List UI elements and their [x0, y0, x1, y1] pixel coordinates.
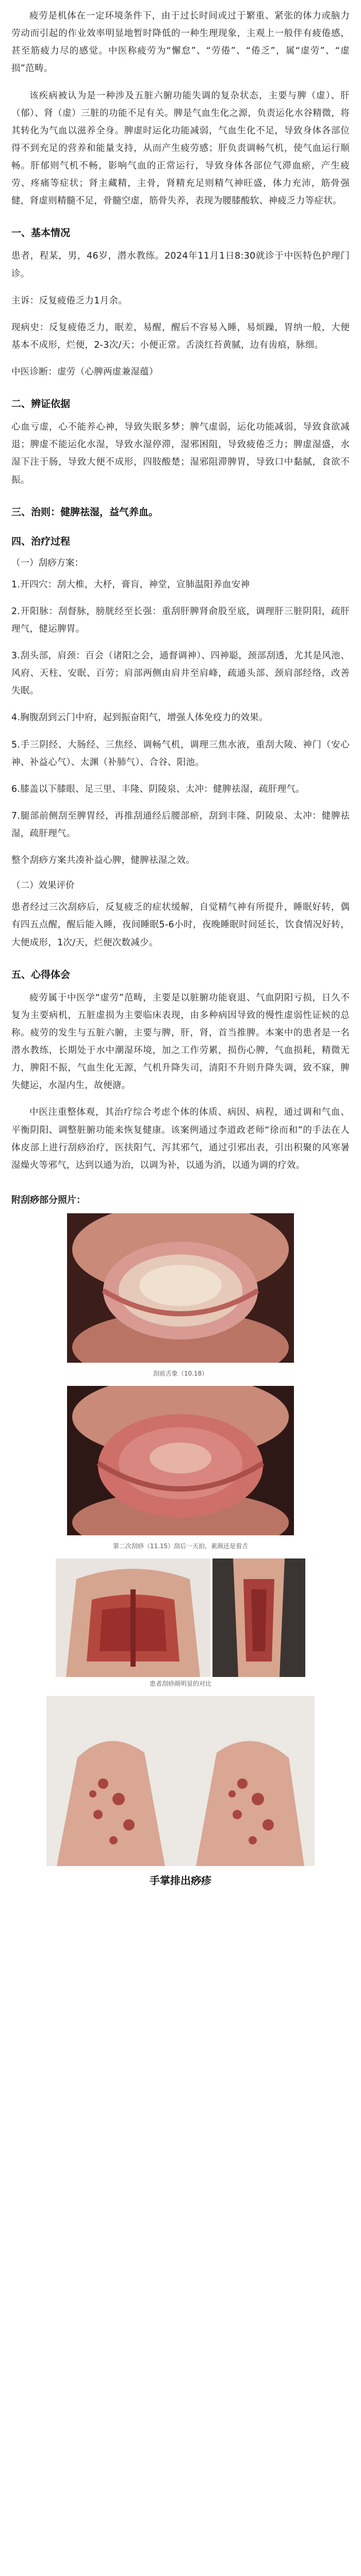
section-basic-title: 一、基本情况 [11, 227, 71, 239]
effect-eval-paragraph: 患者经过三次刮痧后，反复疲乏的症状缓解，自觉精气神有所提升，睡眠好转，偶有四五点醒，醒后能入睡，夜间睡眠5-6小时，夜晚睡眠时间延长，饮食情况好转，大便成形，1次/天，烂便次数减少。 [11, 902, 350, 948]
back-caption: 患者刮痧颜明显的对比 [149, 1680, 211, 1687]
scraping-plan-title: （一）刮痧方案： [11, 557, 84, 568]
plan-item-7: 7.腿部前侧刮至脾胃经，再推刮通经后腰部瘀，刮到丰隆、阴陵泉、太冲：健脾祛湿，疏肝理气。 [11, 810, 350, 839]
arm-image [212, 1558, 305, 1677]
back-photo-row [11, 1558, 350, 1677]
tongue-image [67, 1213, 294, 1363]
intro-paragraph-2: 该疾病被认为是一种涉及五脏六腑功能失调的复杂状态，主要与脾（虚）、肝（郁）、肾（虚）三脏的功能不足有关。脾是气血生化之源，负责运化水谷精微，将其转化为气血以滋养全身。脾虚时运化功能减弱，气血生化不足，导致身体各部位得不到充足的营养和能量支持，从而产生疲劳感；肝负责调畅气机，使气血运行顺畅。肝郁则气机不畅，影响气血的正常运行，导致身体各部位气滞血瘀，产生疲劳、疼痛等症状；肾主藏精，主骨，肾精充足则精气神旺盛，体力充沛，筋骨强健，肾虚则精髓不足，骨髓空虚，筋骨失养，表现为腰膝酸软、神疲乏力等症状。 [11, 90, 350, 207]
patient-info: 患者，程某，男，46岁，潜水教练。2024年11月1日8:30就诊于中医特色护理门诊。 [11, 251, 350, 279]
section-reflect-title: 五、心得体会 [11, 969, 71, 980]
plan-item-6: 6.膝盖以下膝眼、足三里、丰隆、阴陵泉、太冲：健脾祛湿，疏肝理气。 [11, 784, 305, 794]
tongue-photo-before [67, 1213, 294, 1363]
plan-item-1: 1.开四穴：刮大椎，大杼，膏肓，神堂，宣肺温阳养血安神 [11, 579, 250, 590]
back-photo [56, 1558, 210, 1677]
hands-caption: 手掌排出痧疹 [150, 1874, 211, 1887]
hands-photo [46, 1696, 315, 1866]
plan-item-5: 5.手三阴经、大肠经、三焦经、调畅气机，调理三焦水液，重刮大陵、神门（安心神、补益心气）、太渊（补肺气）、合谷、阳池。 [11, 739, 350, 768]
chief-complaint: 主诉：反复疲倦乏力1月余。 [11, 295, 128, 306]
tongue-image-2 [67, 1386, 294, 1535]
back-image [56, 1558, 210, 1677]
tongue-photo-after [67, 1386, 294, 1535]
intro-paragraph-1: 疲劳是机体在一定环境条件下，由于过长时间或过于繁重、紧张的体力或脑力劳动而引起的作业效率明显地暂时降低的一种生理现象，主观上一般伴有疲倦感，甚至筋疲力尽的感觉。中医称疲劳为“懈怠”、“劳倦”、“倦乏”，属“虚劳”、“虚损”范畴。 [11, 11, 350, 74]
reflect-paragraph-1: 疲劳属于中医学“虚劳”范畴，主要是以脏腑功能衰退、气血阴阳亏损，日久不复为主要病机，五脏虚损为主要临床表现，由多种病因导致的慢性虚弱性证候的总称。疲劳的发生与五脏六腑，主要与脾，肝，肾，首当推脾。本案中的患者是一名潜水教练，长期处于水中潮湿环境，加之工作劳累，损伤心脾，气血损耗，精微无力，脾阳不振，气血生化无源，气机升降失司，清阳不升则升降失调，致不寐，脾失健运，水湿内生，故便溏。 [11, 992, 350, 1091]
plan-item-3: 3.刮头部，肩颈：百会（诸阳之会，通督调神）、四神聪，颈部刮透，尤其是风池、风府、天柱、安眠、百劳；肩部两侧由肩井至肩峰，疏通头部、颈肩部经络，改善失眠。 [11, 651, 350, 697]
tcm-diagnosis: 中医诊断：虚劳（心脾两虚兼湿蕴） [11, 367, 158, 377]
plan-item-4: 4.胸腹刮到云门中府，起到振奋阳气，增强人体免疫力的效果。 [11, 713, 268, 723]
tongue-before-caption: 刮前舌象（10.18） [153, 1369, 208, 1377]
section-dx-title: 二、辨证依据 [11, 398, 71, 410]
arm-photo [212, 1558, 305, 1677]
effect-eval-title: （二）效果评价 [11, 880, 75, 891]
plan-item-2: 2.开阳脉：刮督脉，膀胱经至长强：重刮肝脾肾俞股至底，调理肝三脏阴阳，疏肝理气，健运脾胃。 [11, 606, 350, 634]
photos-title: 附刮痧部分照片： [11, 1194, 86, 1206]
plan-summary: 整个刮痧方案共凑补益心脾，健脾祛湿之效。 [11, 855, 195, 866]
reflect-paragraph-2: 中医注重整体观，其治疗综合考虑个体的体质、病因、病程，通过调和气血、平衡阴阳、调整脏腑功能来恢复健康。该案例通过李道政老师“徐而和”的手法在人体皮部上进行刮痧治疗，医扶阳气、泻其邪气，通过引邪出表，引出积聚的风寒暑湿燥火等邪气，达到以通为治，以调为补，以通为消，以通为调的疗效。 [11, 1107, 350, 1171]
hands-image [46, 1696, 315, 1866]
tongue-after-caption: 第二次刮痧（11.15）刮后一天拍，素颜还是看舌 [112, 1542, 249, 1550]
section-process-title: 四、治疗过程 [11, 535, 71, 547]
present-illness: 现病史：反复疲倦乏力，眠差，易醒，醒后不容易入睡，易烦躁，胃纳一般，大便基本不成形，烂便，2-3次/天；小便正常。舌淡红苔黄腻，边有齿痕，脉细。 [11, 322, 350, 350]
section-treat-title: 三、治则：健脾祛湿，益气养血。 [11, 506, 159, 518]
dx-paragraph: 心血亏虚，心不能养心神，导致失眠多梦；脾气虚弱，运化功能减弱，导致食欲减退；脾虚不能运化水湿，导致水湿停滞，湿邪困阻，导致疲倦乏力；脾虚湿盛，水湿下注于肠，导致大便不成形，四肢酸楚；湿邪阻滞脾胃，导致口中黏腻，食欲不振。 [11, 422, 350, 485]
